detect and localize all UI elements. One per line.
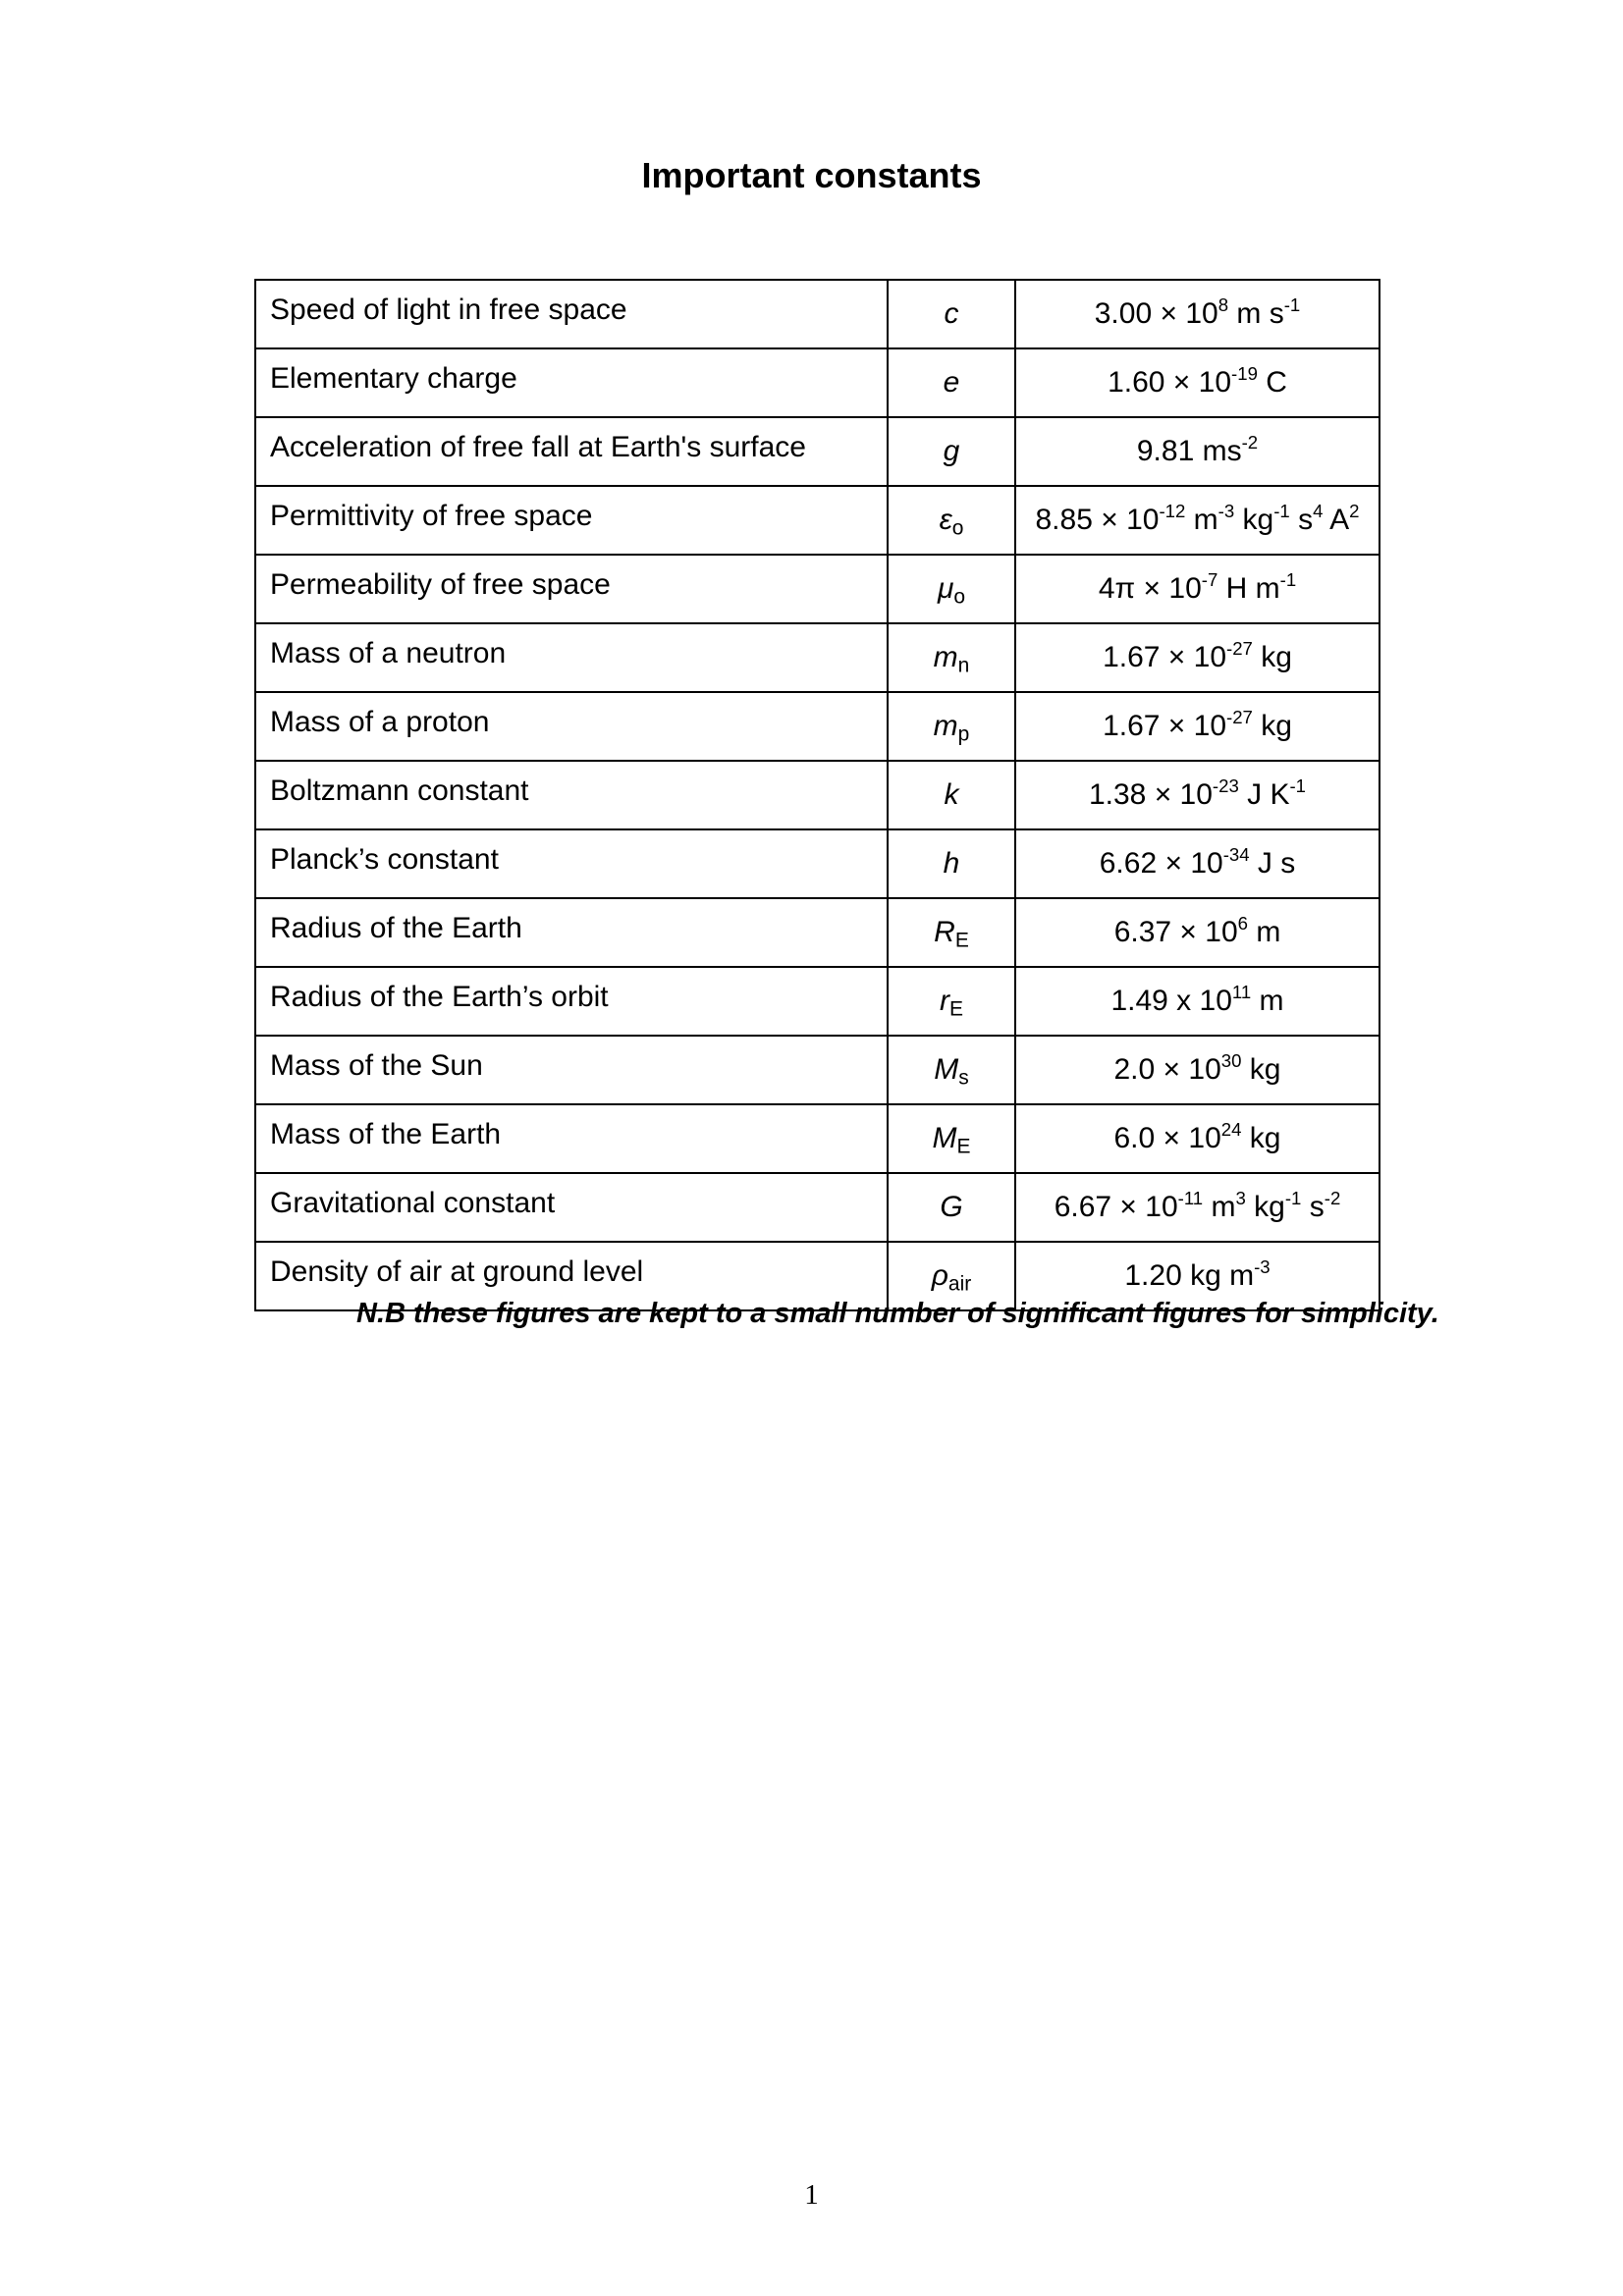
value-text: kg [1241, 1122, 1281, 1154]
constant-symbol [888, 348, 1015, 417]
table-row [255, 1104, 1380, 1173]
value-exponent: 2 [1349, 500, 1360, 521]
value-text: 1.20 kg m [1124, 1259, 1255, 1292]
constant-name: Acceleration of free fall at Earth's surface [255, 417, 888, 486]
value-text: J K [1238, 778, 1290, 811]
table-row [255, 623, 1380, 692]
constant-symbol [888, 692, 1015, 761]
value-text: s [1301, 1191, 1325, 1223]
symbol-letter: h [943, 847, 960, 880]
constant-value [1015, 555, 1380, 623]
constant-symbol [888, 1104, 1015, 1173]
value-exponent: -11 [1177, 1187, 1204, 1208]
symbol-letter: g [943, 435, 960, 467]
value-text: 6.37 × 10 [1113, 916, 1238, 948]
constant-symbol [888, 555, 1015, 623]
constants-table-body [255, 280, 1380, 1310]
value-exponent: 30 [1220, 1049, 1242, 1071]
value-exponent: -12 [1159, 500, 1186, 521]
value-exponent: -27 [1226, 706, 1253, 727]
symbol-letter: k [944, 778, 959, 811]
value-text: J s [1249, 847, 1296, 880]
constant-value [1015, 417, 1380, 486]
value-exponent: -1 [1284, 1187, 1302, 1208]
symbol-letter: ρ [931, 1259, 948, 1292]
value-exponent: -23 [1212, 774, 1239, 796]
table-row [255, 692, 1380, 761]
constant-value [1015, 692, 1380, 761]
symbol-letter: m [933, 641, 958, 673]
table-row [255, 417, 1380, 486]
value-exponent: -1 [1273, 500, 1290, 521]
value-text: kg [1241, 1053, 1281, 1086]
value-exponent: 4 [1313, 500, 1324, 521]
value-text: 1.67 × 10 [1103, 641, 1227, 673]
symbol-subscript: o [951, 516, 964, 540]
constant-symbol [888, 486, 1015, 555]
constant-value [1015, 829, 1380, 898]
value-text: 6.62 × 10 [1099, 847, 1223, 880]
constant-value [1015, 761, 1380, 829]
table-row [255, 348, 1380, 417]
symbol-letter: r [939, 985, 949, 1017]
constant-name: Mass of the Sun [255, 1036, 888, 1104]
symbol-letter: M [934, 1053, 959, 1086]
page-number: 1 [804, 2179, 819, 2211]
constant-value [1015, 1104, 1380, 1173]
value-text: m s [1228, 297, 1284, 330]
constant-name: Radius of the Earth [255, 898, 888, 967]
symbol-subscript: E [954, 929, 969, 952]
symbol-letter: ε [939, 504, 952, 536]
value-exponent: 8 [1217, 294, 1229, 315]
constant-value [1015, 1173, 1380, 1242]
value-exponent: -1 [1283, 294, 1301, 315]
value-text: 3.00 × 10 [1094, 297, 1218, 330]
constant-symbol [888, 1036, 1015, 1104]
constant-value [1015, 280, 1380, 348]
value-text: 9.81 ms [1136, 435, 1242, 467]
table-row [255, 898, 1380, 967]
constant-value [1015, 348, 1380, 417]
constant-symbol [888, 829, 1015, 898]
value-exponent: -1 [1279, 568, 1297, 590]
symbol-letter: R [934, 916, 955, 948]
value-exponent: 6 [1237, 912, 1248, 934]
constant-value [1015, 623, 1380, 692]
value-exponent: -2 [1241, 431, 1259, 453]
constant-name: Planck’s constant [255, 829, 888, 898]
value-exponent: -34 [1222, 843, 1250, 865]
symbol-letter: m [933, 710, 958, 742]
symbol-subscript: E [948, 997, 963, 1021]
value-text: 8.85 × 10 [1035, 504, 1160, 536]
value-exponent: 3 [1235, 1187, 1246, 1208]
value-text: 1.49 x 10 [1110, 985, 1232, 1017]
symbol-subscript: n [957, 654, 970, 677]
value-text: m [1185, 504, 1218, 536]
symbol-subscript: E [956, 1135, 971, 1158]
symbol-subscript: air [947, 1272, 972, 1296]
value-exponent: -3 [1217, 500, 1235, 521]
value-text: A [1323, 504, 1350, 536]
constant-name: Boltzmann constant [255, 761, 888, 829]
value-text: s [1289, 504, 1314, 536]
symbol-subscript: s [958, 1066, 969, 1090]
constant-name: Elementary charge [255, 348, 888, 417]
symbol-subscript: o [953, 585, 966, 609]
constant-symbol [888, 280, 1015, 348]
value-exponent: -7 [1201, 568, 1218, 590]
value-text: m [1251, 985, 1284, 1017]
significant-figures-note: N.B these figures are kept to a small number of significant figures for simplicity. [356, 1298, 1439, 1329]
symbol-letter: e [943, 366, 960, 399]
symbol-letter: G [940, 1191, 963, 1223]
table-row [255, 1173, 1380, 1242]
constant-name: Speed of light in free space [255, 280, 888, 348]
value-text: m [1203, 1191, 1236, 1223]
constant-value [1015, 967, 1380, 1036]
value-text: 1.60 × 10 [1108, 366, 1232, 399]
value-text: C [1257, 366, 1287, 399]
constant-name: Mass of the Earth [255, 1104, 888, 1173]
value-exponent: -19 [1231, 362, 1258, 384]
value-text: m [1247, 916, 1281, 948]
value-exponent: -2 [1324, 1187, 1341, 1208]
value-exponent: 24 [1220, 1118, 1242, 1140]
constant-name: Density of air at ground level [255, 1242, 888, 1310]
constant-name: Gravitational constant [255, 1173, 888, 1242]
constants-table [254, 279, 1380, 1311]
value-text: 1.67 × 10 [1103, 710, 1227, 742]
constant-value [1015, 486, 1380, 555]
value-text: 6.0 × 10 [1113, 1122, 1221, 1154]
symbol-letter: c [944, 297, 959, 330]
value-text: kg [1252, 710, 1292, 742]
constant-symbol [888, 967, 1015, 1036]
value-text: 1.38 × 10 [1088, 778, 1213, 811]
constant-name: Mass of a proton [255, 692, 888, 761]
value-text: kg [1252, 641, 1292, 673]
constant-name: Radius of the Earth’s orbit [255, 967, 888, 1036]
value-exponent: -27 [1226, 637, 1253, 659]
constant-value [1015, 898, 1380, 967]
table-row [255, 967, 1380, 1036]
value-text: 6.67 × 10 [1054, 1191, 1178, 1223]
constant-symbol [888, 898, 1015, 967]
value-text: 4π × 10 [1098, 572, 1202, 605]
table-row [255, 555, 1380, 623]
value-text: kg [1245, 1191, 1285, 1223]
value-exponent: -1 [1289, 774, 1307, 796]
symbol-letter: M [932, 1122, 957, 1154]
constant-symbol [888, 761, 1015, 829]
constant-symbol [888, 1173, 1015, 1242]
constant-name: Permittivity of free space [255, 486, 888, 555]
symbol-subscript: p [957, 722, 970, 746]
constant-symbol [888, 417, 1015, 486]
table-row [255, 280, 1380, 348]
table-row [255, 1036, 1380, 1104]
constant-value [1015, 1036, 1380, 1104]
table-row [255, 486, 1380, 555]
value-exponent: -3 [1254, 1255, 1271, 1277]
constant-name: Mass of a neutron [255, 623, 888, 692]
symbol-letter: μ [937, 572, 954, 605]
constant-symbol [888, 623, 1015, 692]
value-text: H m [1217, 572, 1280, 605]
page-title: Important constants [641, 155, 982, 195]
value-text: kg [1234, 504, 1274, 536]
table-row [255, 761, 1380, 829]
constant-name: Permeability of free space [255, 555, 888, 623]
value-exponent: 11 [1231, 981, 1252, 1002]
table-row [255, 829, 1380, 898]
value-text: 2.0 × 10 [1113, 1053, 1221, 1086]
